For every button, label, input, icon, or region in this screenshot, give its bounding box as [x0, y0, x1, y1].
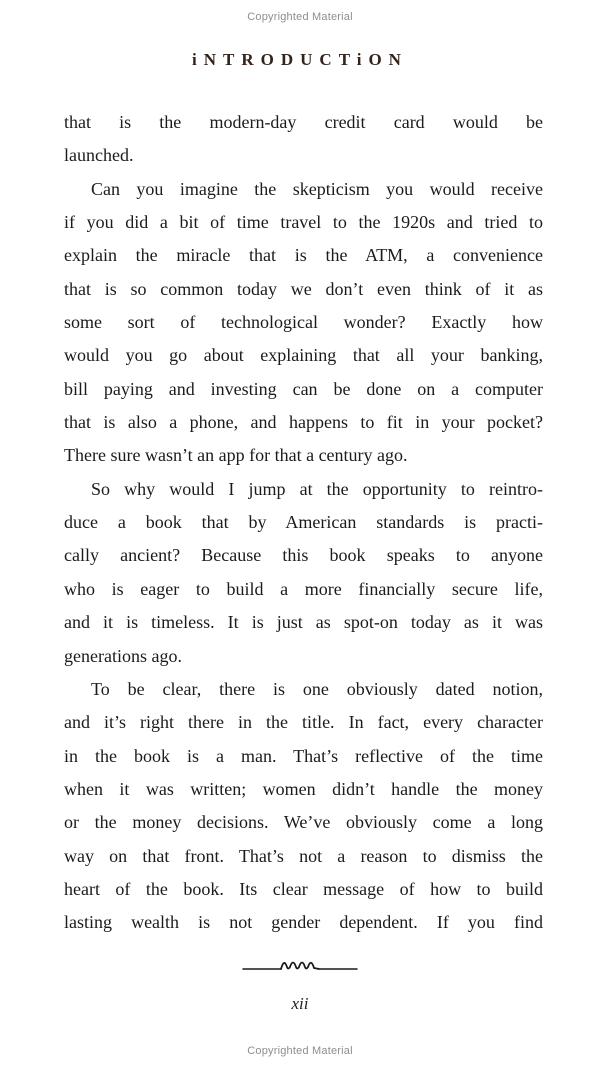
text-line: generations ago. [64, 645, 182, 666]
text-line: To be clear, there is one obviously dated notion, [91, 678, 543, 699]
text-line: heart of the book. Its clear message of how to build [64, 878, 543, 899]
text-line: and it’s right there in the title. In fact, every character [64, 712, 543, 733]
flourish-squiggle-icon [235, 954, 365, 978]
text-line: that is the modern-day credit card would be [64, 112, 543, 132]
text-line: duce a book that by American standards is practi- [64, 512, 543, 533]
text-line: explain the miracle that is the ATM, a convenience [64, 245, 543, 266]
paragraph [64, 173, 543, 473]
copyright-notice-top: Copyrighted Material [247, 11, 353, 23]
text-line: way on that front. That’s not a reason to dismiss the [64, 845, 543, 866]
copyright-notice-bottom: Copyrighted Material [247, 1045, 353, 1057]
page-number: xii [291, 994, 309, 1013]
text-line: and it is timeless. It is just as spot-on today as it was [64, 612, 543, 633]
text-line: So why would I jump at the opportunity to reintro- [91, 478, 543, 499]
body-text [64, 106, 543, 940]
text-line: lasting wealth is not gender dependent. If you find [64, 912, 543, 933]
text-line: There sure wasn’t an app for that a century ago. [64, 445, 408, 466]
chapter-header: iNTRODUCTiON [192, 50, 408, 69]
section-divider-flourish [0, 954, 600, 983]
text-line: that is also a phone, and happens to fit in your pocket? [64, 412, 543, 433]
text-line: launched. [64, 145, 134, 166]
text-line: would you go about explaining that all your banking, [64, 345, 543, 366]
text-line: when it was written; women didn’t handle the money [64, 778, 543, 799]
text-line: bill paying and investing can be done on a computer [64, 378, 543, 399]
paragraph [64, 473, 543, 673]
text-line: or the money decisions. We’ve obviously come a long [64, 812, 543, 833]
paragraph [64, 106, 543, 173]
text-line: some sort of technological wonder? Exactly how [64, 312, 543, 333]
text-line: Can you imagine the skepticism you would receive [91, 178, 543, 199]
text-line: in the book is a man. That’s reflective of the time [64, 745, 543, 766]
paragraph [64, 673, 543, 940]
text-line: if you did a bit of time travel to the 1920s and tried to [64, 212, 543, 233]
text-line: cally ancient? Because this book speaks to anyone [64, 545, 543, 566]
text-line: who is eager to build a more financially secure life, [64, 578, 543, 599]
text-line: that is so common today we don’t even think of it as [64, 278, 543, 299]
